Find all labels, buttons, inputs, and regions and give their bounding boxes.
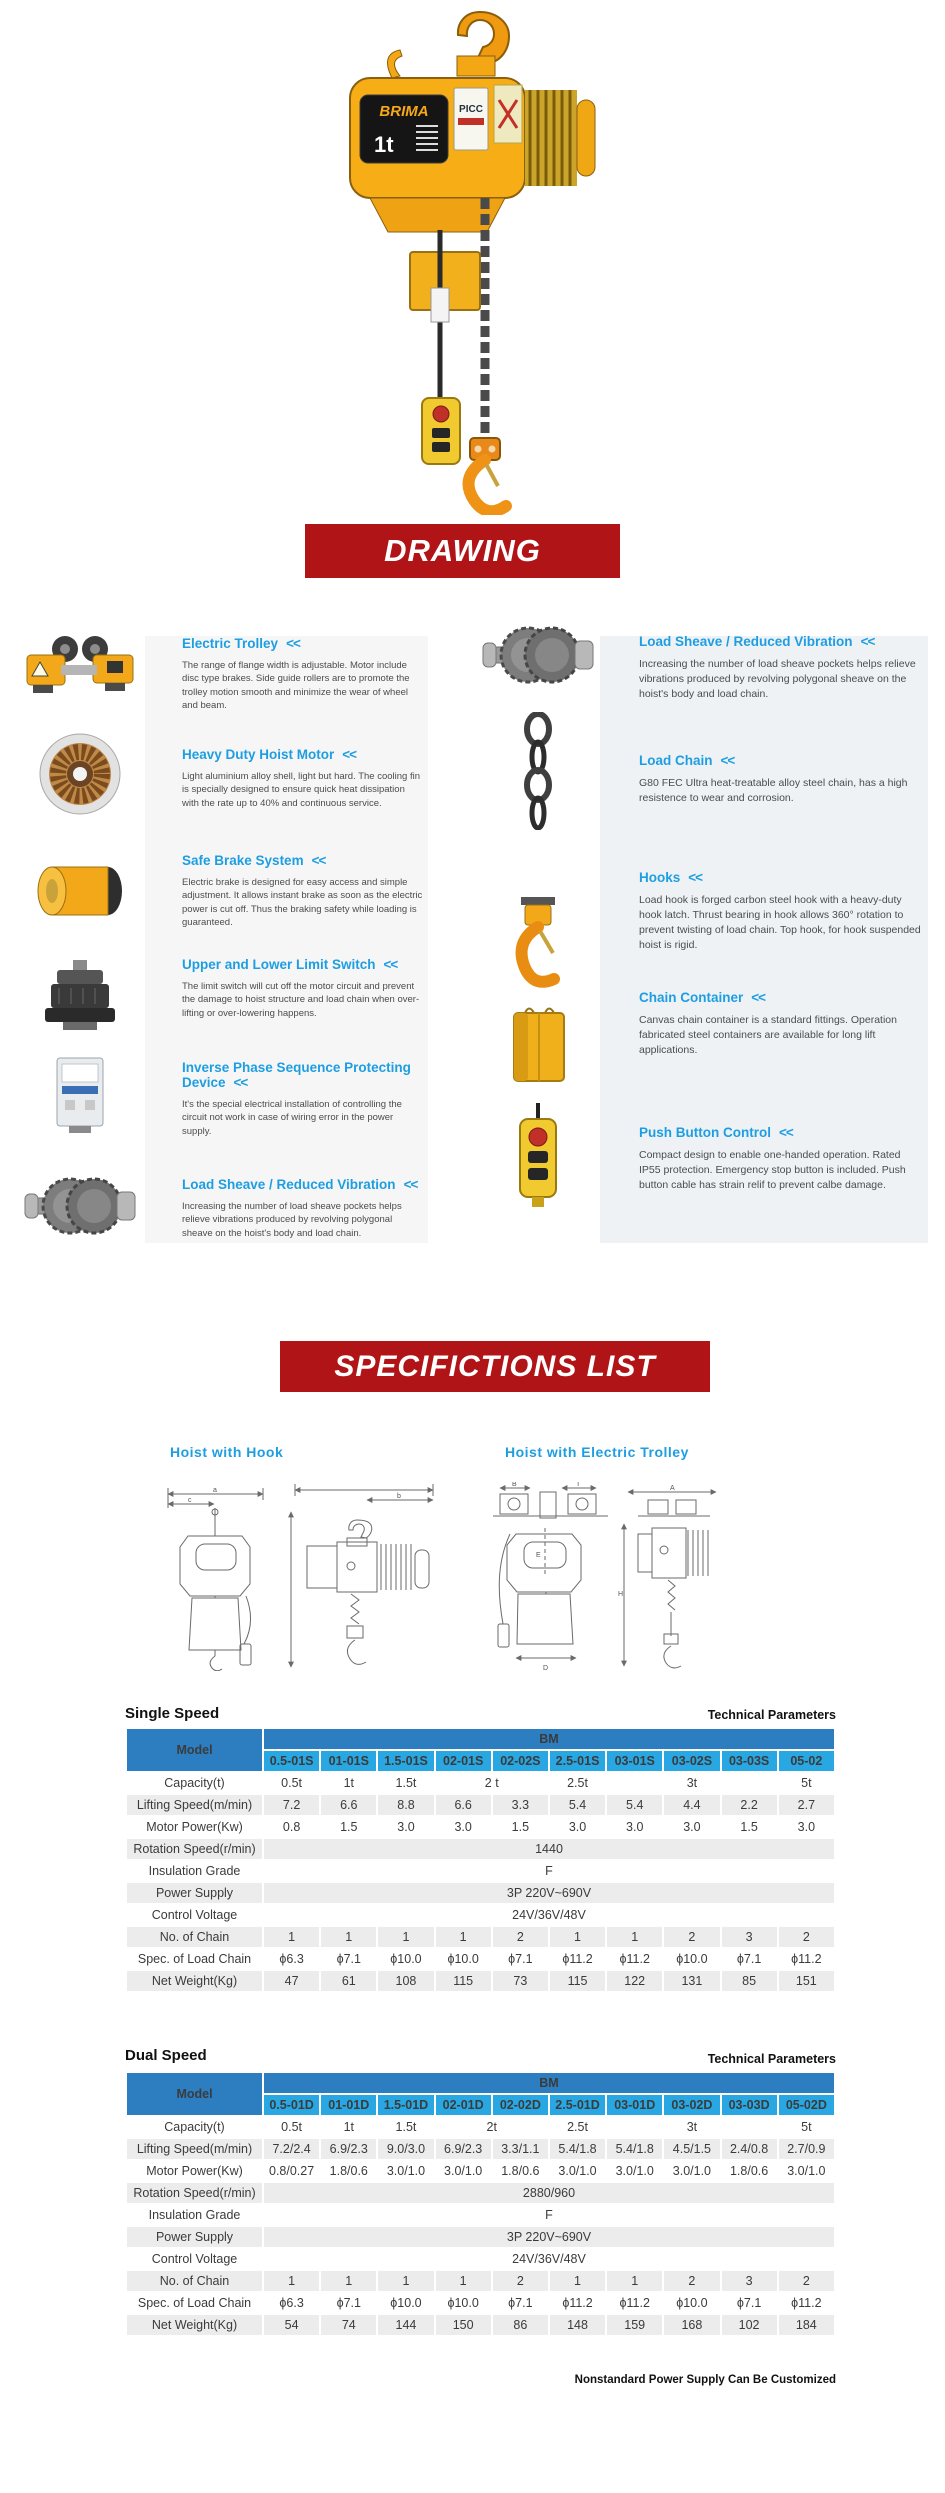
double-chevron-icon: << (860, 634, 875, 649)
spec-value-cell: ϕ10.0 (663, 2292, 720, 2314)
features-left-panel (145, 636, 428, 1243)
load-chain-image (508, 712, 568, 835)
table-row (126, 2270, 835, 2292)
spec-value-cell: 1t (320, 2116, 377, 2138)
warning-label (494, 85, 522, 143)
feature-title: Load Sheave / Reduced Vibration << (639, 634, 875, 649)
spec-value-cell: 184 (778, 2314, 835, 2336)
model-cell: 05-02 (778, 1750, 835, 1772)
svg-text:a: a (213, 1487, 217, 1494)
spec-value-cell: 2 (778, 2270, 835, 2292)
spec-value-cell: 2.7 (778, 1794, 835, 1816)
row-label: Lifting Speed(m/min) (126, 1794, 263, 1816)
pendant-control-image (508, 1103, 568, 1230)
technical-drawing-trolley-front (488, 1482, 613, 1674)
feature-description: Light aluminium alloy shell, light but hard. The cooling fin is specially designed to ensure quick heat dissipation with the rate up to 40% and continuous service. (182, 770, 420, 809)
feature-title: Load Chain << (639, 753, 735, 768)
spec-value-cell: 115 (549, 1970, 606, 1992)
table-row (126, 2226, 835, 2248)
spec-value-cell: 1 (435, 1926, 492, 1948)
spec-value-cell: 3.0/1.0 (549, 2160, 606, 2182)
row-label: Capacity(t) (126, 2116, 263, 2138)
spec-value-cell: 3P 220V~690V (263, 2226, 835, 2248)
spec-value-cell: 3.0 (549, 1816, 606, 1838)
spec-value-cell: 3.0/1.0 (778, 2160, 835, 2182)
spec-value-cell: 74 (320, 2314, 377, 2336)
table-row (126, 1926, 835, 1948)
capacity-label: 1t (374, 132, 394, 157)
table-row (126, 1838, 835, 1860)
double-chevron-icon: << (751, 990, 766, 1005)
spec-value-cell: 1440 (263, 1838, 835, 1860)
row-label: Spec. of Load Chain (126, 1948, 263, 1970)
picc-text: PICC (459, 104, 483, 115)
spec-value-cell: 4.4 (663, 1794, 720, 1816)
feature-description: The limit switch will cut off the motor circuit and prevent the damage to hoist structure and load chain when over-lifting or over-lowering happens. (182, 980, 420, 1019)
spec-value-cell: ϕ7.1 (320, 1948, 377, 1970)
row-label: Net Weight(Kg) (126, 2314, 263, 2336)
spec-value-cell: 1 (377, 2270, 434, 2292)
row-label: Spec. of Load Chain (126, 2292, 263, 2314)
spec-value-cell: 0.5t (263, 2116, 320, 2138)
spec-value-cell: 5t (778, 1772, 835, 1794)
model-cell: 05-02D (778, 2094, 835, 2116)
model-cell: 03-03D (721, 2094, 778, 2116)
feature-description: Compact design to enable one-handed operation. Rated IP55 protection. Emergency stop button is included. Push button cable has strain relif to prevent calbe damage. (639, 1148, 906, 1191)
single-speed-table (125, 1727, 836, 1993)
svg-text:A: A (670, 1485, 675, 1492)
spec-value-cell: 85 (721, 1970, 778, 1992)
feature-safe-brake-system (182, 854, 426, 930)
spec-value-cell: ϕ10.0 (377, 2292, 434, 2314)
double-chevron-icon: << (720, 753, 735, 768)
feature-description: G80 FEC Ultra heat-treatable alloy steel chain, has a high resistence to wear and corrosion. (639, 776, 908, 804)
spec-value-cell: 7.2/2.4 (263, 2138, 320, 2160)
feature-title: Safe Brake System << (182, 853, 326, 868)
spec-value-cell: 2 (492, 1926, 549, 1948)
spec-value-cell: 5.4/1.8 (549, 2138, 606, 2160)
spec-value-cell: 24V/36V/48V (263, 2248, 835, 2270)
table-row (126, 2116, 835, 2138)
spec-value-cell: 2 t (435, 1772, 549, 1794)
spec-value-cell: 5.4 (606, 1794, 663, 1816)
spec-value-cell: ϕ6.3 (263, 1948, 320, 1970)
feature-title: Inverse Phase Sequence Protecting Device << (182, 1060, 411, 1090)
spec-value-cell: 1.5 (320, 1816, 377, 1838)
dual-speed-title: Dual Speed (125, 2047, 207, 2064)
row-label: Net Weight(Kg) (126, 1970, 263, 1992)
table-row (126, 1882, 835, 1904)
row-label: No. of Chain (126, 2270, 263, 2292)
feature-inverse-phase-sequence-protecting-device (182, 1061, 426, 1138)
spec-value-cell: 159 (606, 2314, 663, 2336)
spec-value-cell: ϕ10.0 (435, 2292, 492, 2314)
feature-description: Increasing the number of load sheave pockets helps relieve vibrations produced by revolving polygonal sheave on the hoist's body and load chain. (639, 657, 916, 700)
spec-value-cell: ϕ11.2 (778, 2292, 835, 2314)
double-chevron-icon: << (233, 1074, 248, 1090)
spec-value-cell: 131 (663, 1970, 720, 1992)
spec-value-cell: 3P 220V~690V (263, 1882, 835, 1904)
model-cell: 01-01S (320, 1750, 377, 1772)
spec-value-cell: 5.4 (549, 1794, 606, 1816)
double-chevron-icon: << (778, 1125, 793, 1140)
spec-value-cell: 1 (549, 1926, 606, 1948)
row-label: Insulation Grade (126, 2204, 263, 2226)
row-label: Power Supply (126, 2226, 263, 2248)
spec-value-cell: 47 (263, 1970, 320, 1992)
spec-value-cell: ϕ7.1 (320, 2292, 377, 2314)
spec-value-cell: 3.3 (492, 1794, 549, 1816)
top-hook-graphic (457, 12, 509, 76)
model-cell: 03-03S (721, 1750, 778, 1772)
brand-plate (360, 95, 448, 163)
spec-value-cell: ϕ11.2 (549, 2292, 606, 2314)
spec-value-cell: 1t (320, 1772, 377, 1794)
feature-description: Load hook is forged carbon steel hook with a heavy-duty hook latch. Thrust bearing in hook allows 360° rotation to prevent twisting of load chain. Top hook, for hook suspended hoist is rigid. (639, 893, 921, 951)
spec-value-cell: 1 (263, 2270, 320, 2292)
svg-text:c: c (188, 1497, 192, 1504)
table-row (126, 1970, 835, 1992)
drawing-title-hook: Hoist with Hook (170, 1444, 284, 1460)
spec-value-cell: 1 (320, 1926, 377, 1948)
feature-description: Electric brake is designed for easy access and simple adjustment. It allows instant brake as soon as the electric power is cut off. Thus the braking safety while loading is guaranteed. (182, 876, 423, 929)
spec-value-cell: 1.8/0.6 (721, 2160, 778, 2182)
spec-value-cell: ϕ10.0 (377, 1948, 434, 1970)
spec-value-cell: ϕ7.1 (492, 2292, 549, 2314)
spec-value-cell: 2 (492, 2270, 549, 2292)
electric-trolley-image (19, 633, 141, 704)
model-cell: 03-01D (606, 2094, 663, 2116)
table-row (126, 2182, 835, 2204)
single-speed-corner: Technical Parameters (707, 1708, 836, 1722)
spec-value-cell: 1 (263, 1926, 320, 1948)
footnote: Nonstandard Power Supply Can Be Customized (574, 2374, 836, 2386)
spec-value-cell: ϕ11.2 (778, 1948, 835, 1970)
spec-value-cell: 1.5t (377, 2116, 434, 2138)
table-row (126, 2160, 835, 2182)
model-header-cell: Model (126, 2072, 263, 2116)
row-label: Control Voltage (126, 1904, 263, 1926)
bottom-hook-graphic (469, 438, 506, 511)
model-header-cell: Model (126, 1728, 263, 1772)
row-label: No. of Chain (126, 1926, 263, 1948)
specifications-banner (280, 1341, 710, 1392)
table-row (126, 2204, 835, 2226)
spec-value-cell: 0.8 (263, 1816, 320, 1838)
spec-value-cell: 24V/36V/48V (263, 1904, 835, 1926)
spec-value-cell: ϕ6.3 (263, 2292, 320, 2314)
row-label: Rotation Speed(r/min) (126, 1838, 263, 1860)
spec-value-cell: 2.5t (549, 2116, 606, 2138)
spec-value-cell: 2 (663, 2270, 720, 2292)
spec-value-cell: 6.6 (320, 1794, 377, 1816)
brand-label: BRIMA (379, 103, 429, 120)
table-row (126, 2314, 835, 2336)
drawing-title-trolley: Hoist with Electric Trolley (505, 1444, 689, 1460)
table-row (126, 2248, 835, 2270)
feature-title: Chain Container << (639, 990, 766, 1005)
model-cell: 03-02S (663, 1750, 720, 1772)
svg-text:E: E (536, 1552, 541, 1559)
spec-value-cell: 3.0/1.0 (606, 2160, 663, 2182)
model-cell: 2.5-01D (549, 2094, 606, 2116)
spec-value-cell: F (263, 1860, 835, 1882)
svg-text:B: B (512, 1482, 517, 1488)
row-label: Rotation Speed(r/min) (126, 2182, 263, 2204)
spec-value-cell: ϕ11.2 (549, 1948, 606, 1970)
feature-description: Canvas chain container is a standard fittings. Operation fabricated steel containers are available for long lift applications. (639, 1013, 897, 1056)
spec-value-cell: 3 (721, 2270, 778, 2292)
spec-value-cell: 3.0 (606, 1816, 663, 1838)
spec-value-cell: 54 (263, 2314, 320, 2336)
model-cell: 0.5-01D (263, 2094, 320, 2116)
spec-value-cell: 6.6 (435, 1794, 492, 1816)
model-cell: 02-02S (492, 1750, 549, 1772)
single-speed-title: Single Speed (125, 1705, 220, 1722)
feature-electric-trolley (182, 637, 426, 713)
feature-load-chain (639, 754, 923, 806)
specifications-banner-text: SPECIFICTIONS LIST (334, 1349, 656, 1383)
spec-value-cell: F (263, 2204, 835, 2226)
spec-value-cell: 144 (377, 2314, 434, 2336)
spec-value-cell: 1.5 (721, 1816, 778, 1838)
model-cell: 01-01D (320, 2094, 377, 2116)
spec-value-cell: 3.0/1.0 (435, 2160, 492, 2182)
drawing-banner-text: DRAWING (384, 533, 541, 568)
spec-value-cell: 8.8 (377, 1794, 434, 1816)
spec-value-cell: 2880/960 (263, 2182, 835, 2204)
spec-value-cell: 7.2 (263, 1794, 320, 1816)
feature-title: Heavy Duty Hoist Motor << (182, 747, 357, 762)
spec-value-cell: 1 (606, 1926, 663, 1948)
hero-hoist-image (330, 0, 620, 515)
model-cell: 2.5-01S (549, 1750, 606, 1772)
spec-value-cell: 3.0 (663, 1816, 720, 1838)
model-cell: 1.5-01D (377, 2094, 434, 2116)
feature-push-button-control (639, 1126, 923, 1193)
spec-value-cell: 122 (606, 1970, 663, 1992)
technical-drawing-trolley-side (618, 1484, 723, 1674)
svg-text:D: D (543, 1665, 549, 1672)
drawing-banner (305, 524, 620, 578)
feature-upper-and-lower-limit-switch (182, 958, 426, 1020)
row-label: Motor Power(Kw) (126, 2160, 263, 2182)
spec-value-cell: 1 (606, 2270, 663, 2292)
spec-value-cell: 73 (492, 1970, 549, 1992)
row-label: Motor Power(Kw) (126, 1816, 263, 1838)
double-chevron-icon: << (403, 1177, 418, 1192)
spec-value-cell: ϕ7.1 (492, 1948, 549, 1970)
motor-fins-graphic (525, 90, 595, 186)
svg-text:H: H (618, 1591, 624, 1598)
double-chevron-icon: << (383, 957, 398, 972)
double-chevron-icon: << (286, 636, 300, 651)
spec-value-cell: 3t (606, 1772, 778, 1794)
spec-value-cell: 3.0/1.0 (377, 2160, 434, 2182)
spec-value-cell: 151 (778, 1970, 835, 1992)
feature-load-sheave-reduced-vibration (639, 635, 923, 702)
technical-drawing-hook-front (158, 1486, 273, 1671)
double-chevron-icon: << (342, 747, 357, 762)
model-cell: 1.5-01S (377, 1750, 434, 1772)
spec-value-cell: 3.3/1.1 (492, 2138, 549, 2160)
load-sheave-image (23, 1172, 138, 1247)
spec-value-cell: 2t (435, 2116, 549, 2138)
row-label: Capacity(t) (126, 1772, 263, 1794)
spec-value-cell: 5.4/1.8 (606, 2138, 663, 2160)
spec-value-cell: 6.9/2.3 (435, 2138, 492, 2160)
phase-device-image (35, 1054, 125, 1141)
table-row (126, 2138, 835, 2160)
table-row (126, 1904, 835, 1926)
spec-value-cell: 150 (435, 2314, 492, 2336)
feature-description: It's the special electrical installation of controlling the circuit not work in case of wiring error in the power supply. (182, 1098, 402, 1137)
dual-speed-table (125, 2071, 836, 2337)
table-row (126, 1816, 835, 1838)
spec-value-cell: 148 (549, 2314, 606, 2336)
spec-value-cell: 2 (663, 1926, 720, 1948)
brake-image (30, 853, 130, 934)
double-chevron-icon: << (688, 870, 703, 885)
load-sheave-image (481, 621, 596, 696)
row-label: Power Supply (126, 1882, 263, 1904)
svg-text:T: T (576, 1482, 581, 1488)
spec-value-cell: 86 (492, 2314, 549, 2336)
table-row (126, 1948, 835, 1970)
row-label: Lifting Speed(m/min) (126, 2138, 263, 2160)
spec-value-cell: 2.7/0.9 (778, 2138, 835, 2160)
feature-load-sheave-reduced-vibration (182, 1178, 426, 1240)
spec-value-cell: 115 (435, 1970, 492, 1992)
spec-value-cell: 108 (377, 1970, 434, 1992)
row-label: Control Voltage (126, 2248, 263, 2270)
spec-value-cell: 2.4/0.8 (721, 2138, 778, 2160)
table-row (126, 2292, 835, 2314)
spec-value-cell: 9.0/3.0 (377, 2138, 434, 2160)
spec-value-cell: 1 (549, 2270, 606, 2292)
spec-value-cell: 2.2 (721, 1794, 778, 1816)
spec-value-cell: 2.5t (549, 1772, 606, 1794)
row-label: Insulation Grade (126, 1860, 263, 1882)
spec-value-cell: 61 (320, 1970, 377, 1992)
dual-speed-corner: Technical Parameters (707, 2052, 836, 2066)
chain-container-image (501, 1003, 576, 1094)
spec-value-cell: 1 (435, 2270, 492, 2292)
model-cell: 0.5-01S (263, 1750, 320, 1772)
table-row (126, 1794, 835, 1816)
feature-description: Increasing the number of load sheave pockets helps relieve vibrations produced by revolving polygonal sheave on the hoist's body and load chain. (182, 1200, 402, 1239)
double-chevron-icon: << (311, 853, 326, 868)
model-cell: 02-01S (435, 1750, 492, 1772)
hook-image (491, 893, 586, 996)
spec-value-cell: ϕ10.0 (663, 1948, 720, 1970)
spec-value-cell: 3.0 (377, 1816, 434, 1838)
spec-value-cell: ϕ7.1 (721, 2292, 778, 2314)
spec-value-cell: 1.8/0.6 (320, 2160, 377, 2182)
svg-text:b: b (397, 1493, 401, 1500)
series-header-cell: BM (263, 1728, 835, 1750)
spec-value-cell: 3.0 (778, 1816, 835, 1838)
spec-value-cell: 102 (721, 2314, 778, 2336)
spec-value-cell: ϕ11.2 (606, 2292, 663, 2314)
spec-value-cell: ϕ11.2 (606, 1948, 663, 1970)
spec-value-cell: 6.9/2.3 (320, 2138, 377, 2160)
spec-value-cell: 2 (778, 1926, 835, 1948)
spec-value-cell: 1 (377, 1926, 434, 1948)
spec-value-cell: ϕ7.1 (721, 1948, 778, 1970)
feature-description: The range of flange width is adjustable. Motor include disc type brakes. Side guide rollers are to promote the trolley motion smooth and minimize the wear of wheel and beam. (182, 659, 410, 712)
spec-value-cell: 3t (606, 2116, 778, 2138)
table-row (126, 1860, 835, 1882)
feature-title: Load Sheave / Reduced Vibration << (182, 1177, 418, 1192)
feature-chain-container (639, 991, 923, 1058)
technical-drawing-hook-side (285, 1482, 443, 1677)
feature-title: Hooks << (639, 870, 703, 885)
model-cell: 03-02D (663, 2094, 720, 2116)
spec-value-cell: 3.0 (435, 1816, 492, 1838)
spec-value-cell: 1.5 (492, 1816, 549, 1838)
feature-title: Push Button Control << (639, 1125, 793, 1140)
feature-title: Electric Trolley << (182, 636, 300, 651)
series-header-cell: BM (263, 2072, 835, 2094)
spec-value-cell: 3.0/1.0 (663, 2160, 720, 2182)
spec-value-cell: 1.8/0.6 (492, 2160, 549, 2182)
feature-hooks (639, 871, 923, 952)
table-row (126, 1772, 835, 1794)
spec-value-cell: 3 (721, 1926, 778, 1948)
model-cell: 02-02D (492, 2094, 549, 2116)
spec-value-cell: 0.8/0.27 (263, 2160, 320, 2182)
model-cell: 02-01D (435, 2094, 492, 2116)
spec-value-cell: 5t (778, 2116, 835, 2138)
picc-label (454, 88, 488, 150)
spec-value-cell: 1.5t (377, 1772, 434, 1794)
limit-switch-image (33, 956, 128, 1041)
spec-value-cell: 168 (663, 2314, 720, 2336)
model-cell: 03-01S (606, 1750, 663, 1772)
spec-value-cell: ϕ10.0 (435, 1948, 492, 1970)
feature-title: Upper and Lower Limit Switch << (182, 957, 398, 972)
spec-value-cell: 4.5/1.5 (663, 2138, 720, 2160)
spec-value-cell: 0.5t (263, 1772, 320, 1794)
spec-value-cell: 1 (320, 2270, 377, 2292)
feature-heavy-duty-hoist-motor (182, 748, 426, 810)
hoist-motor-image (25, 731, 135, 822)
